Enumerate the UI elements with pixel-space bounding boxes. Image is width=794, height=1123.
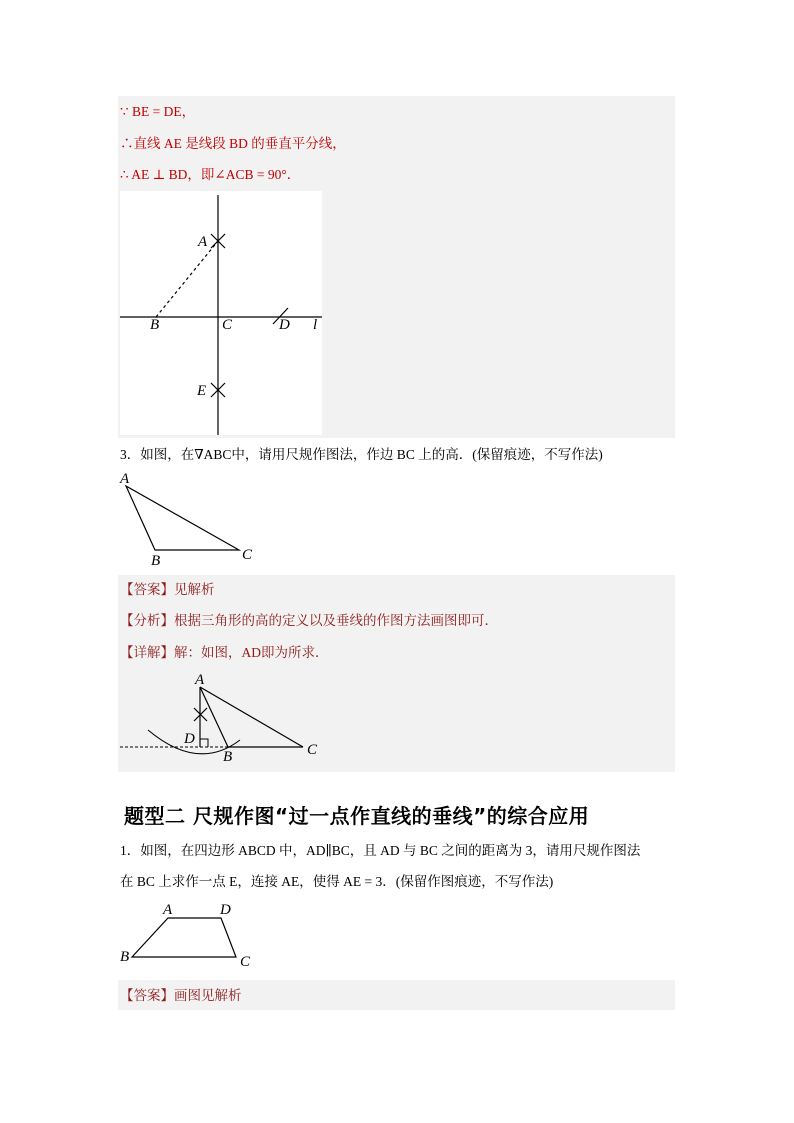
q3-sol-label-B: B — [223, 749, 233, 765]
q1-label-D: D — [220, 902, 231, 918]
q3-sol-label-D: D — [184, 731, 195, 747]
q1-answer — [120, 988, 242, 1004]
section-heading: 题型二 尺规作图“过一点作直线的垂线”的综合应用 — [124, 804, 590, 828]
q1-answer-text: 画图见解析 — [174, 988, 242, 1003]
q3-analysis — [120, 613, 498, 629]
label-E: E — [197, 383, 207, 399]
q1-label-A: A — [163, 902, 173, 918]
q1-label-C: C — [240, 954, 251, 970]
label-l: l — [313, 317, 318, 333]
solution-line-1: ∵ BE = DE， — [120, 104, 196, 119]
perpendicular-figure — [120, 191, 322, 435]
q3-label-B: B — [151, 553, 161, 569]
label-B: B — [150, 317, 160, 333]
label-A: A — [198, 234, 208, 250]
q1-text-line-1: 1．如图，在四边形 ABCD 中，AD∥BC，且 AD 与 BC 之间的距离为 3，请用尺规作图法 — [120, 843, 641, 858]
q3-label-C: C — [242, 547, 253, 563]
q1-label-B: B — [120, 949, 130, 965]
q1-answer-tag: 【答案】 — [120, 988, 174, 1003]
q1-text-line-2: 在 BC 上求作一点 E，连接 AE，使得 AE = 3．(保留作图痕迹，不写作法) — [120, 874, 554, 889]
q3-analysis-tag: 【分析】 — [120, 613, 174, 628]
q3-analysis-text: 根据三角形的高的定义以及垂线的作图方法画图即可． — [174, 613, 498, 628]
q3-triangle-figure — [118, 470, 268, 570]
solution-line-2: ∴直线 AE 是线段 BD 的垂直平分线， — [120, 136, 346, 151]
q1-trapezoid-figure — [118, 902, 268, 974]
q3-answer — [120, 582, 215, 598]
q3-detail-text: 解：如图，AD即为所求． — [174, 645, 329, 660]
perpendicular-figure-svg — [120, 191, 322, 435]
q3-detail — [120, 645, 329, 661]
label-C: C — [222, 317, 233, 333]
q3-answer-text: 见解析 — [174, 582, 215, 597]
q3-sol-label-C: C — [307, 742, 318, 758]
q3-solution-figure — [118, 672, 328, 770]
q3-text: 3．如图，在∇ABC中，请用尺规作图法，作边 BC 上的高．(保留痕迹，不写作法) — [120, 447, 603, 462]
q3-sol-label-A: A — [195, 672, 205, 688]
solution-line-3: ∴ AE ⊥ BD，即∠ACB = 90°． — [120, 167, 301, 182]
label-D: D — [279, 317, 290, 333]
q3-detail-tag: 【详解】 — [120, 645, 174, 660]
q3-label-A: A — [120, 471, 130, 487]
q3-answer-tag: 【答案】 — [120, 582, 174, 597]
